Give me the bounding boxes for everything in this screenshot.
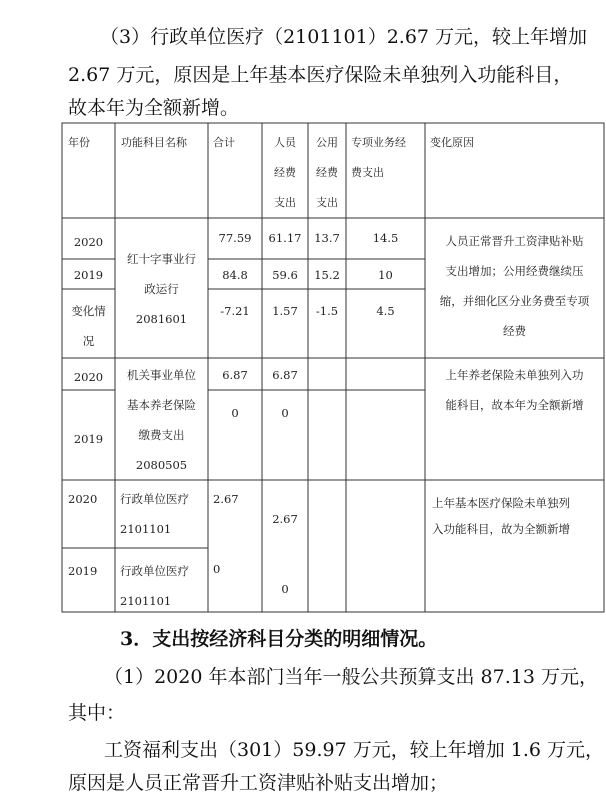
change-label-2: 况 [82, 334, 95, 348]
reason-medical-1: 上年基本医疗保险未单独列 [432, 496, 570, 510]
table-row-2020-year: 2020 [73, 370, 104, 384]
public-change: -1.5 [315, 304, 339, 318]
medical-personnel-2020: 2.67 [272, 512, 298, 526]
subject-pension-1: 机关事业单位 [127, 368, 196, 382]
public-2019: 15.2 [314, 268, 340, 282]
special-2019: 10 [378, 268, 393, 282]
pension-total-2019: 0 [231, 406, 239, 420]
personnel-change: 1.57 [272, 304, 298, 318]
table-row-2020-year: 2020 [73, 235, 104, 249]
header-personnel-3: 支出 [274, 196, 296, 209]
total-change: -7.21 [220, 304, 250, 318]
total-2020: 77.59 [218, 231, 252, 245]
section-3-item1-line2: 其中： [68, 702, 126, 724]
subject-pension-3: 缴费支出 [138, 428, 185, 442]
table-row-2019-year: 2019 [73, 268, 104, 282]
header-reason: 变化原因 [430, 136, 474, 149]
reason-redcross-3: 缩，并细化区分业务费至专项 [439, 294, 590, 308]
wage-line-1: 工资福利支出（301）59.97 万元，较上年增加 1.6 万元， [104, 739, 604, 761]
header-special-2: 费支出 [351, 166, 384, 179]
pension-personnel-2019: 0 [281, 406, 289, 420]
reason-redcross-4: 经费 [503, 324, 526, 338]
header-personnel-2: 经费 [274, 166, 296, 179]
subject-redcross-code: 2081601 [135, 312, 188, 326]
table-row-2019-year: 2019 [68, 564, 98, 578]
pension-personnel-2020: 6.87 [272, 368, 298, 382]
pension-total-2020: 6.87 [222, 368, 248, 382]
subject-medical-2020-1: 行政单位医疗 [120, 492, 189, 506]
subject-medical-2019-code: 2101101 [120, 594, 172, 608]
special-2020: 14.5 [372, 231, 399, 245]
reason-pension-1: 上年养老保险未单独列入功 [445, 368, 584, 382]
subject-redcross-2: 政运行 [144, 282, 179, 296]
special-change: 4.5 [376, 304, 395, 318]
change-label-1: 变化情 [71, 304, 106, 318]
reason-redcross-1: 人员正常晋升工资津贴补贴 [445, 234, 584, 248]
header-special-1: 专项业务经 [351, 136, 406, 149]
subject-medical-2020-code: 2101101 [120, 522, 172, 536]
header-year: 年份 [68, 136, 90, 149]
header-public-3: 支出 [316, 196, 338, 209]
section-3-item1-line1: （1）2020 年本部门当年一般公共预算支出 87.13 万元， [104, 666, 598, 688]
header-public-1: 公用 [316, 136, 338, 149]
subject-pension-code: 2080505 [135, 458, 188, 472]
subject-pension-2: 基本养老保险 [127, 398, 196, 412]
personnel-2019: 59.6 [272, 268, 298, 282]
intro-line-1: （3）行政单位医疗（2101101）2.67 万元，较上年增加 [100, 26, 588, 48]
subject-medical-2019-1: 行政单位医疗 [120, 564, 189, 578]
table-row-2019-year: 2019 [73, 432, 104, 446]
reason-redcross-2: 支出增加；公用经费继续压 [445, 264, 584, 278]
total-2019: 84.8 [222, 268, 248, 282]
subject-redcross-1: 红十字事业行 [127, 252, 196, 266]
reason-medical-2: 入功能科目，故为全额新增 [432, 522, 570, 536]
medical-personnel-2019: 0 [281, 582, 289, 596]
header-public-2: 经费 [316, 166, 338, 179]
personnel-2020: 61.17 [268, 231, 302, 245]
medical-total-2019: 0 [213, 562, 221, 576]
intro-line-3: 故本年为全额新增。 [68, 97, 240, 119]
header-personnel-1: 人员 [274, 136, 296, 149]
header-subject: 功能科目名称 [121, 136, 187, 149]
intro-line-2: 2.67 万元，原因是上年基本医疗保险未单独列入功能科目， [68, 64, 573, 86]
table-row-2020-year: 2020 [68, 492, 98, 506]
header-total: 合计 [213, 136, 235, 149]
reason-pension-2: 能科目，故本年为全额新增 [445, 398, 584, 412]
wage-line-2: 原因是人员正常晋升工资津贴补贴支出增加； [68, 772, 449, 794]
medical-total-2020: 2.67 [213, 492, 239, 506]
section-3-heading: 3．支出按经济科目分类的明细情况。 [120, 628, 438, 650]
public-2020: 13.7 [314, 231, 340, 245]
